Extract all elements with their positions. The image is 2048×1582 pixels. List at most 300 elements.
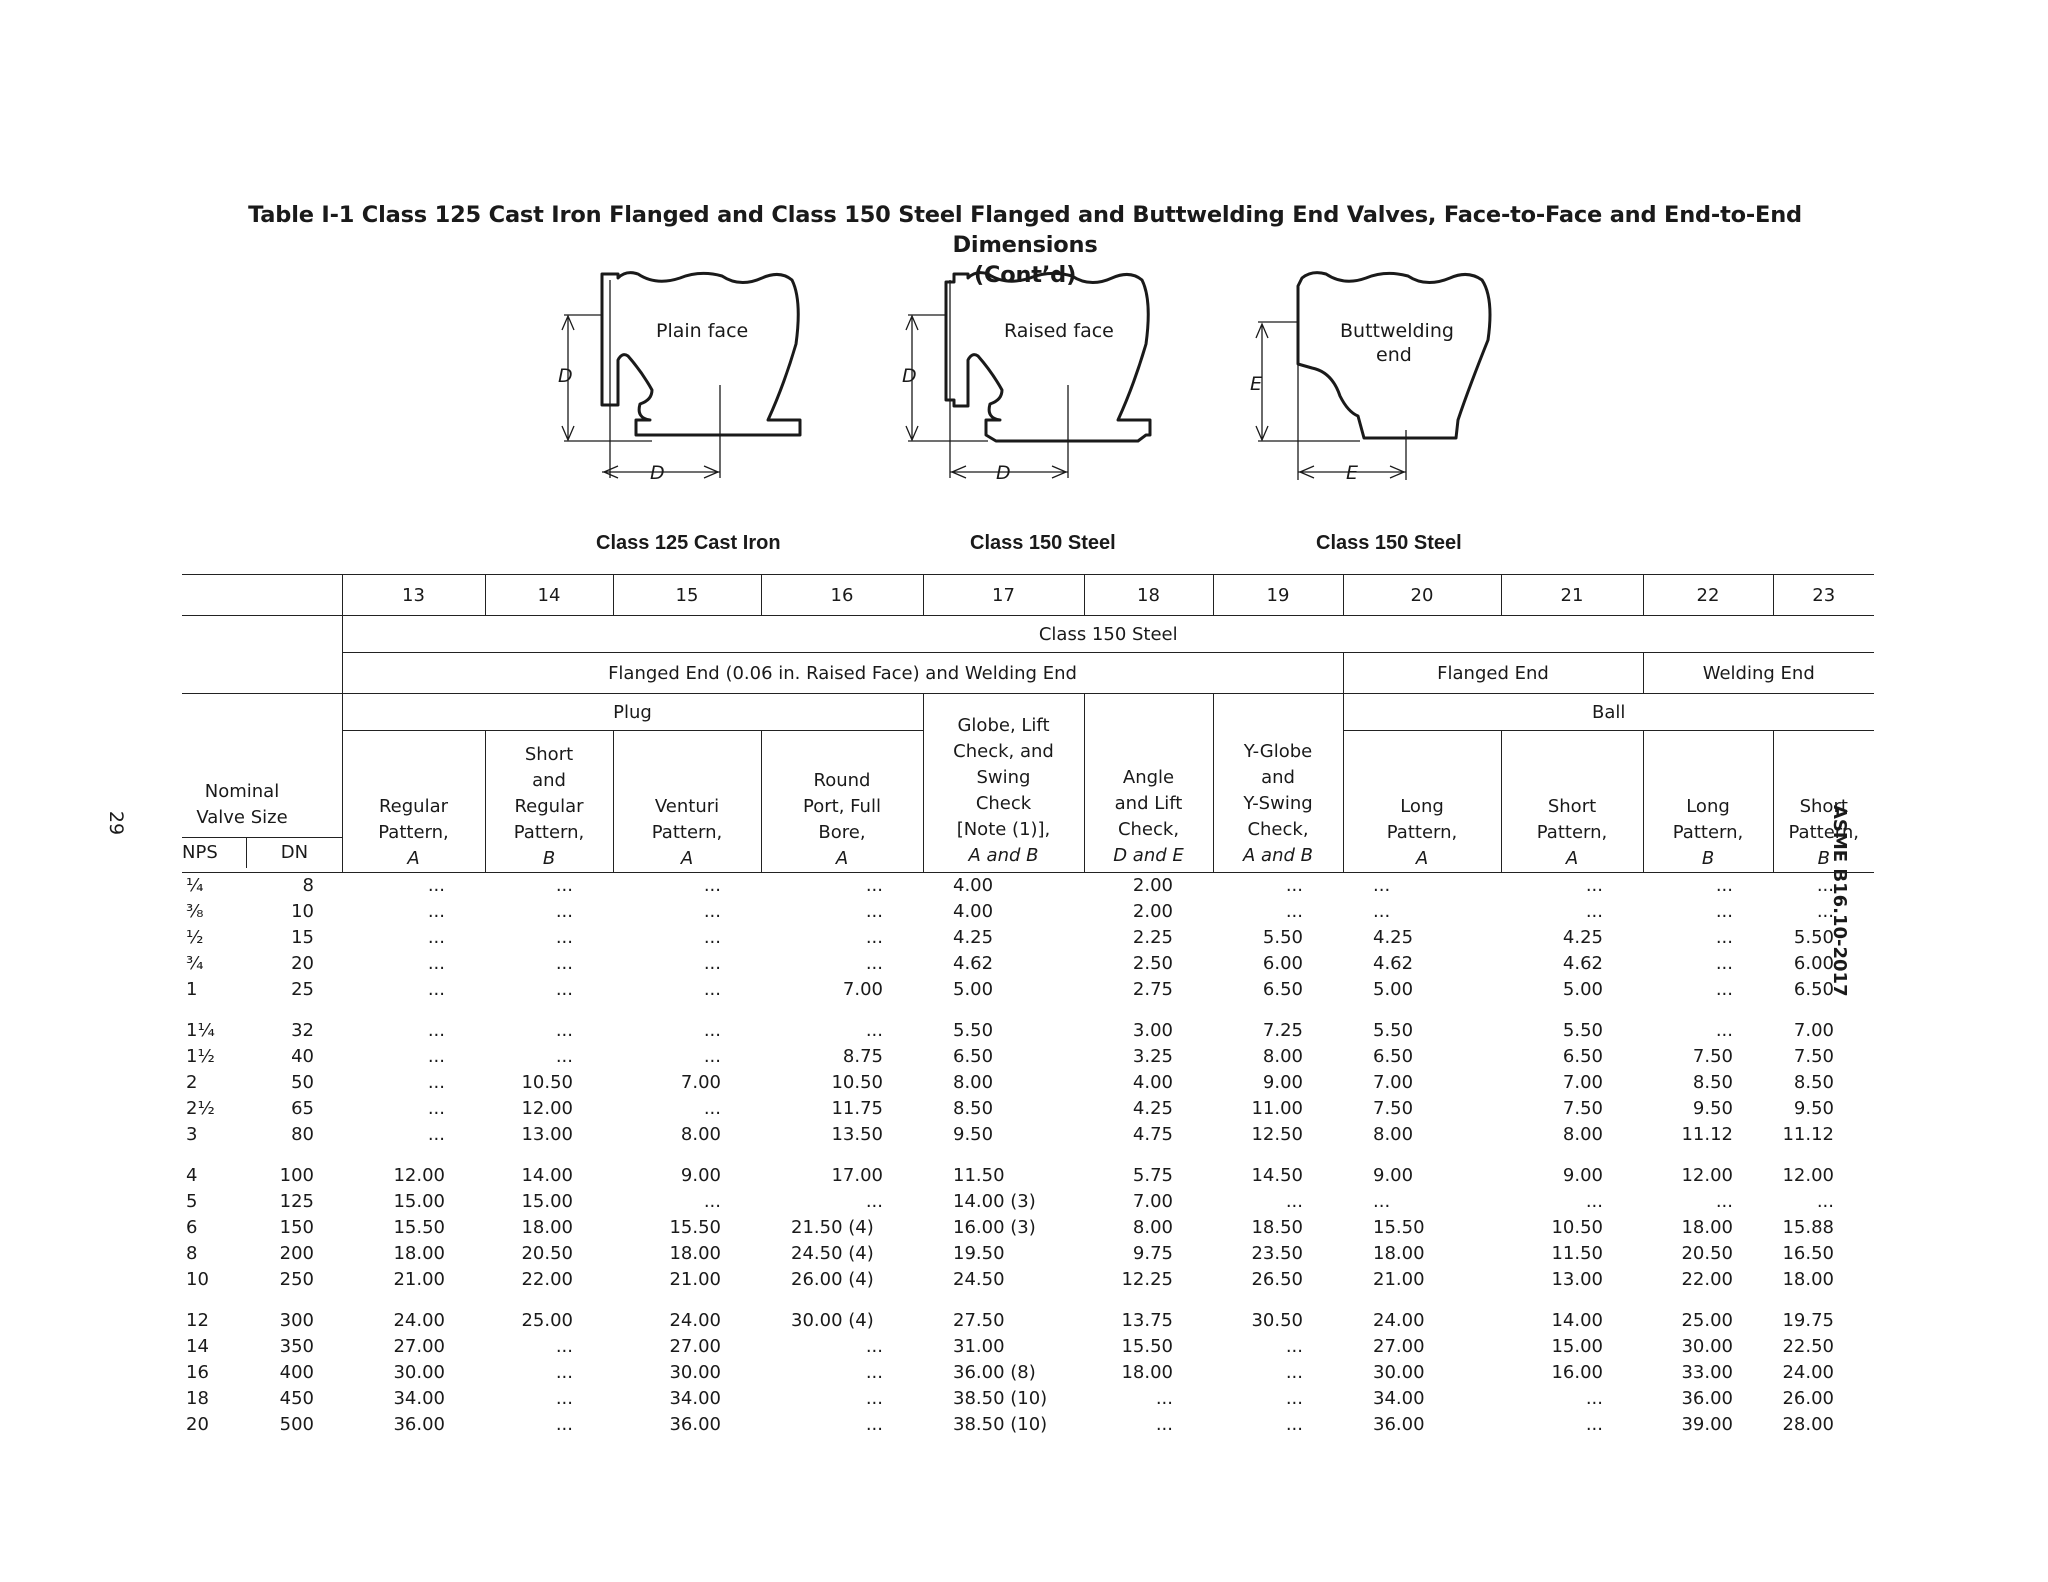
value-cell-col-21: 5.00 — [1562, 979, 1603, 1000]
value-cell-col-18: 3.00 — [1132, 1020, 1173, 1041]
value-cell-col-23: 16.50 — [1782, 1243, 1834, 1264]
table-row — [182, 1189, 1874, 1215]
dn-cell: 15 — [291, 927, 314, 948]
value-cell-col-17: 4.00 — [953, 875, 994, 896]
raised-face-dim-v: D — [902, 365, 917, 387]
value-cell-col-23: 12.00 — [1782, 1165, 1834, 1186]
value-cell-col-17: 8.00 — [953, 1072, 994, 1093]
dn-cell: 350 — [279, 1336, 314, 1357]
value-cell-col-21: 13.00 — [1551, 1269, 1603, 1290]
value-cell-col-20: 9.00 — [1373, 1165, 1414, 1186]
value-cell-col-21: 10.50 — [1551, 1217, 1603, 1238]
value-cell-col-20: 5.00 — [1373, 979, 1414, 1000]
value-cell-col-13: 36.00 — [393, 1414, 445, 1435]
value-cell-col-13: ... — [427, 1020, 445, 1041]
value-cell-col-23: 8.50 — [1793, 1072, 1834, 1093]
value-cell-col-23: 24.00 — [1782, 1362, 1834, 1383]
buttwelding-label-2: end — [1376, 344, 1412, 366]
value-cell-col-22: ... — [1715, 901, 1733, 922]
table-row — [182, 873, 1874, 900]
value-cell-col-15: ... — [703, 1191, 721, 1212]
value-cell-col-22: 12.00 — [1681, 1165, 1733, 1186]
value-cell-col-17: 38.50 (10) — [953, 1388, 1048, 1409]
value-cell-col-15: 9.00 — [680, 1165, 721, 1186]
value-cell-col-18: ... — [1155, 1414, 1173, 1435]
value-cell-col-21: ... — [1585, 1414, 1603, 1435]
table-body — [182, 873, 1874, 1439]
table-row — [182, 1070, 1874, 1096]
value-cell-col-21: ... — [1585, 1191, 1603, 1212]
col-num-23: 23 — [1773, 575, 1874, 616]
dn-cell: 100 — [279, 1165, 314, 1186]
value-cell-col-21: 16.00 — [1551, 1362, 1603, 1383]
col-num-14: 14 — [485, 575, 613, 616]
value-cell-col-13: ... — [427, 1046, 445, 1067]
value-cell-col-13: 15.50 — [393, 1217, 445, 1238]
value-cell-col-21: 8.00 — [1562, 1124, 1603, 1145]
value-cell-col-22: ... — [1715, 979, 1733, 1000]
value-cell-col-15: 8.00 — [680, 1124, 721, 1145]
value-cell-col-20: 34.00 — [1373, 1388, 1425, 1409]
col-desc-21: Short Pattern, A — [1501, 731, 1643, 873]
value-cell-col-16: ... — [865, 875, 883, 896]
value-cell-col-14: 25.00 — [521, 1310, 573, 1331]
nominal-valve-size-cell — [182, 694, 342, 873]
value-cell-col-17: 8.50 — [953, 1098, 994, 1119]
value-cell-col-23: ... — [1816, 901, 1834, 922]
value-cell-col-23: 22.50 — [1782, 1336, 1834, 1357]
value-cell-col-20: 5.50 — [1373, 1020, 1414, 1041]
value-cell-col-23: 19.75 — [1782, 1310, 1834, 1331]
value-cell-col-22: 18.00 — [1681, 1217, 1733, 1238]
dn-cell: 250 — [279, 1269, 314, 1290]
value-cell-col-18: 4.75 — [1132, 1124, 1173, 1145]
blank-header — [182, 575, 342, 616]
value-cell-col-18: 9.75 — [1132, 1243, 1173, 1264]
value-cell-col-17: 24.50 — [953, 1269, 1005, 1290]
value-cell-col-16: ... — [865, 1362, 883, 1383]
dn-cell: 40 — [291, 1046, 314, 1067]
value-cell-col-17: 16.00 (3) — [953, 1217, 1036, 1238]
value-cell-col-14: ... — [555, 1414, 573, 1435]
value-cell-col-19: ... — [1285, 1336, 1303, 1357]
welding-end-header: Welding End — [1643, 653, 1874, 694]
value-cell-col-18: 2.50 — [1132, 953, 1173, 974]
value-cell-col-22: ... — [1715, 927, 1733, 948]
value-cell-col-22: ... — [1715, 953, 1733, 974]
value-cell-col-20: 30.00 — [1373, 1362, 1425, 1383]
value-cell-col-16: ... — [865, 1388, 883, 1409]
value-cell-col-14: ... — [555, 1046, 573, 1067]
value-cell-col-14: 10.50 — [521, 1072, 573, 1093]
group-spacer — [182, 1293, 1874, 1308]
value-cell-col-15: 34.00 — [669, 1388, 721, 1409]
nominal-valve-size-label: Nominal Valve Size — [196, 781, 288, 828]
value-cell-col-15: 18.00 — [669, 1243, 721, 1264]
value-cell-col-13: 18.00 — [393, 1243, 445, 1264]
nps-cell: 8 — [186, 1243, 198, 1264]
nps-cell: 6 — [186, 1217, 198, 1238]
value-cell-col-23: ... — [1816, 875, 1834, 896]
buttwelding-diagram — [1236, 260, 1516, 490]
value-cell-col-21: 6.50 — [1562, 1046, 1603, 1067]
group-spacer — [182, 1003, 1874, 1018]
col-desc-23: Short Pattern, B — [1773, 731, 1874, 873]
value-cell-col-23: 11.12 — [1782, 1124, 1834, 1145]
value-cell-col-22: 9.50 — [1692, 1098, 1733, 1119]
value-cell-col-17: 38.50 (10) — [953, 1414, 1048, 1435]
value-cell-col-22: ... — [1715, 1191, 1733, 1212]
table-row — [182, 1241, 1874, 1267]
dn-header: DN — [246, 838, 341, 868]
value-cell-col-16: ... — [865, 953, 883, 974]
value-cell-col-15: ... — [703, 953, 721, 974]
value-cell-col-17: 14.00 (3) — [953, 1191, 1036, 1212]
value-cell-col-13: 15.00 — [393, 1191, 445, 1212]
value-cell-col-14: 12.00 — [521, 1098, 573, 1119]
value-cell-col-13: ... — [427, 927, 445, 948]
plain-face-dim-h: D — [650, 462, 665, 484]
value-cell-col-15: 24.00 — [669, 1310, 721, 1331]
value-cell-col-14: ... — [555, 1336, 573, 1357]
buttwelding-label-1: Buttwelding — [1340, 320, 1454, 342]
end-type-row — [182, 653, 1874, 694]
value-cell-col-14: 22.00 — [521, 1269, 573, 1290]
table-row — [182, 951, 1874, 977]
value-cell-col-16: ... — [865, 1191, 883, 1212]
value-cell-col-16: 21.50 (4) — [791, 1217, 874, 1238]
table-row — [182, 1044, 1874, 1070]
value-cell-col-16: 17.00 — [831, 1165, 883, 1186]
value-cell-col-22: 22.00 — [1681, 1269, 1733, 1290]
value-cell-col-13: 24.00 — [393, 1310, 445, 1331]
value-cell-col-19: ... — [1285, 901, 1303, 922]
col-desc-16: Round Port, Full Bore, A — [761, 731, 923, 873]
value-cell-col-22: 20.50 — [1681, 1243, 1733, 1264]
value-cell-col-18: 12.25 — [1121, 1269, 1173, 1290]
value-cell-col-22: ... — [1715, 875, 1733, 896]
buttwelding-dim-v: E — [1250, 373, 1263, 395]
value-cell-col-20: 7.50 — [1373, 1098, 1414, 1119]
value-cell-col-23: 18.00 — [1782, 1269, 1834, 1290]
nps-cell: 14 — [186, 1336, 209, 1357]
col-desc-17: Globe, Lift Check, and Swing Check [Note (1)], A and B — [923, 694, 1084, 873]
value-cell-col-22: 36.00 — [1681, 1388, 1733, 1409]
value-cell-col-20: 4.25 — [1373, 927, 1414, 948]
value-cell-col-13: ... — [427, 901, 445, 922]
value-cell-col-14: ... — [555, 1388, 573, 1409]
class-150-steel-header: Class 150 Steel — [342, 616, 1874, 653]
value-cell-col-20: 6.50 — [1373, 1046, 1414, 1067]
value-cell-col-15: 27.00 — [669, 1336, 721, 1357]
plain-face-diagram — [540, 260, 820, 490]
col-desc-22: Long Pattern, B — [1643, 731, 1773, 873]
value-cell-col-18: 7.00 — [1132, 1191, 1173, 1212]
buttwelding-dim-h: E — [1346, 462, 1359, 484]
value-cell-col-22: 8.50 — [1692, 1072, 1733, 1093]
standard-designation: ASME B16.10-2017 — [1829, 805, 1850, 997]
value-cell-col-15: 15.50 — [669, 1217, 721, 1238]
col-desc-14: Short and Regular Pattern, B — [485, 731, 613, 873]
table-row — [182, 1096, 1874, 1122]
col-desc-20: Long Pattern, A — [1343, 731, 1501, 873]
value-cell-col-22: 11.12 — [1681, 1124, 1733, 1145]
value-cell-col-18: 2.00 — [1132, 901, 1173, 922]
dn-cell: 50 — [291, 1072, 314, 1093]
value-cell-col-16: 24.50 (4) — [791, 1243, 874, 1264]
dn-cell: 200 — [279, 1243, 314, 1264]
value-cell-col-16: ... — [865, 901, 883, 922]
value-cell-col-20: 4.62 — [1373, 953, 1414, 974]
value-cell-col-20: 24.00 — [1373, 1310, 1425, 1331]
value-cell-col-13: ... — [427, 979, 445, 1000]
value-cell-col-15: ... — [703, 901, 721, 922]
plug-header: Plug — [342, 694, 923, 731]
nps-cell: 1¹⁄₂ — [186, 1046, 215, 1067]
value-cell-col-13: 21.00 — [393, 1269, 445, 1290]
value-cell-col-20: 18.00 — [1373, 1243, 1425, 1264]
value-cell-col-23: ... — [1816, 1191, 1834, 1212]
value-cell-col-14: ... — [555, 875, 573, 896]
value-cell-col-19: 7.25 — [1262, 1020, 1303, 1041]
nps-cell: ³⁄₈ — [186, 901, 204, 922]
value-cell-col-13: ... — [427, 1098, 445, 1119]
dn-cell: 125 — [279, 1191, 314, 1212]
nps-cell: 18 — [186, 1388, 209, 1409]
dimensions-table — [182, 574, 1874, 1438]
value-cell-col-18: ... — [1155, 1388, 1173, 1409]
value-cell-col-21: 7.00 — [1562, 1072, 1603, 1093]
table-row — [182, 977, 1874, 1003]
nps-cell: ¹⁄₄ — [186, 875, 204, 896]
nps-cell: ¹⁄₂ — [186, 927, 204, 948]
value-cell-col-14: 15.00 — [521, 1191, 573, 1212]
dn-cell: 32 — [291, 1020, 314, 1041]
col-num-16: 16 — [761, 575, 923, 616]
value-cell-col-16: 7.00 — [842, 979, 883, 1000]
table-row — [182, 1308, 1874, 1334]
nps-cell: 10 — [186, 1269, 209, 1290]
value-cell-col-19: 11.00 — [1251, 1098, 1303, 1119]
nps-header: NPS — [182, 842, 218, 863]
value-cell-col-16: ... — [865, 927, 883, 948]
col-desc-13: Regular Pattern, A — [342, 731, 485, 873]
value-cell-col-21: 9.00 — [1562, 1165, 1603, 1186]
table-row — [182, 1215, 1874, 1241]
value-cell-col-23: 15.88 — [1782, 1217, 1834, 1238]
table-row — [182, 899, 1874, 925]
value-cell-col-21: 14.00 — [1551, 1310, 1603, 1331]
value-cell-col-19: 26.50 — [1251, 1269, 1303, 1290]
nps-cell: 1 — [186, 979, 198, 1000]
col-desc-19: Y-Globe and Y-Swing Check, A and B — [1213, 694, 1343, 873]
value-cell-col-16: ... — [865, 1020, 883, 1041]
value-cell-col-21: 4.62 — [1562, 953, 1603, 974]
value-cell-col-21: 7.50 — [1562, 1098, 1603, 1119]
value-cell-col-13: 27.00 — [393, 1336, 445, 1357]
value-cell-col-19: ... — [1285, 875, 1303, 896]
page-number-text: 29 — [105, 810, 128, 836]
value-cell-col-18: 18.00 — [1121, 1362, 1173, 1383]
class-label-steel-1: Class 150 Steel — [970, 532, 1116, 554]
value-cell-col-16: 26.00 (4) — [791, 1269, 874, 1290]
value-cell-col-19: 23.50 — [1251, 1243, 1303, 1264]
value-cell-col-19: 9.00 — [1262, 1072, 1303, 1093]
value-cell-col-15: 30.00 — [669, 1362, 721, 1383]
value-cell-col-19: ... — [1285, 1191, 1303, 1212]
value-cell-col-18: 8.00 — [1132, 1217, 1173, 1238]
value-cell-col-16: ... — [865, 1414, 883, 1435]
value-cell-col-18: 4.00 — [1132, 1072, 1173, 1093]
value-cell-col-15: ... — [703, 875, 721, 896]
value-cell-col-20: 8.00 — [1373, 1124, 1414, 1145]
value-cell-col-22: 30.00 — [1681, 1336, 1733, 1357]
value-cell-col-17: 4.62 — [953, 953, 994, 974]
value-cell-col-22: 39.00 — [1681, 1414, 1733, 1435]
value-cell-col-14: 14.00 — [521, 1165, 573, 1186]
col-num-15: 15 — [613, 575, 761, 616]
dn-cell: 25 — [291, 979, 314, 1000]
value-cell-col-23: 7.50 — [1793, 1046, 1834, 1067]
value-cell-col-15: ... — [703, 979, 721, 1000]
dn-cell: 8 — [302, 875, 314, 896]
title-line-1: Table I-1 Class 125 Cast Iron Flanged and Class 150 Steel Flanged and Buttwelding End Valves, Face-to-Face and End-to-End Dimensions — [248, 202, 1802, 258]
value-cell-col-21: ... — [1585, 1388, 1603, 1409]
value-cell-col-15: 21.00 — [669, 1269, 721, 1290]
value-cell-col-19: 12.50 — [1251, 1124, 1303, 1145]
dn-cell: 80 — [291, 1124, 314, 1145]
value-cell-col-17: 9.50 — [953, 1124, 994, 1145]
value-cell-col-19: 18.50 — [1251, 1217, 1303, 1238]
table-row — [182, 925, 1874, 951]
value-cell-col-15: 36.00 — [669, 1414, 721, 1435]
value-cell-col-18: 2.25 — [1132, 927, 1173, 948]
value-cell-col-21: 4.25 — [1562, 927, 1603, 948]
dn-cell: 150 — [279, 1217, 314, 1238]
value-cell-col-17: 4.25 — [953, 927, 994, 948]
value-cell-col-15: ... — [703, 1020, 721, 1041]
value-cell-col-22: 7.50 — [1692, 1046, 1733, 1067]
value-cell-col-14: ... — [555, 927, 573, 948]
value-cell-col-23: 6.00 — [1793, 953, 1834, 974]
nps-cell: 1¹⁄₄ — [186, 1020, 215, 1041]
value-cell-col-19: 14.50 — [1251, 1165, 1303, 1186]
value-cell-col-18: 2.75 — [1132, 979, 1173, 1000]
value-cell-col-15: ... — [703, 1046, 721, 1067]
raised-face-diagram — [888, 260, 1168, 490]
table-row — [182, 1334, 1874, 1360]
value-cell-col-14: ... — [555, 901, 573, 922]
class-label-cast-iron: Class 125 Cast Iron — [596, 532, 781, 554]
value-cell-col-19: 30.50 — [1251, 1310, 1303, 1331]
value-cell-col-13: 30.00 — [393, 1362, 445, 1383]
title-line-2: (Cont’d) — [973, 262, 1077, 288]
dn-cell: 20 — [291, 953, 314, 974]
value-cell-col-22: ... — [1715, 1020, 1733, 1041]
value-cell-col-14: ... — [555, 1020, 573, 1041]
plain-face-dim-v: D — [558, 365, 573, 387]
value-cell-col-16: 11.75 — [831, 1098, 883, 1119]
page-number — [104, 812, 134, 852]
value-cell-col-22: 33.00 — [1681, 1362, 1733, 1383]
value-cell-col-18: 13.75 — [1121, 1310, 1173, 1331]
value-cell-col-20: 15.50 — [1373, 1217, 1425, 1238]
table-row — [182, 1163, 1874, 1189]
value-cell-col-23: 6.50 — [1793, 979, 1834, 1000]
table-row — [182, 1122, 1874, 1148]
value-cell-col-17: 6.50 — [953, 1046, 994, 1067]
table-row — [182, 1386, 1874, 1412]
value-cell-col-13: ... — [427, 875, 445, 896]
value-cell-col-17: 4.00 — [953, 901, 994, 922]
value-cell-col-19: 6.50 — [1262, 979, 1303, 1000]
value-cell-col-17: 5.00 — [953, 979, 994, 1000]
value-cell-col-19: ... — [1285, 1414, 1303, 1435]
value-cell-col-17: 19.50 — [953, 1243, 1005, 1264]
value-cell-col-16: 10.50 — [831, 1072, 883, 1093]
value-cell-col-23: 9.50 — [1793, 1098, 1834, 1119]
value-cell-col-16: 13.50 — [831, 1124, 883, 1145]
value-cell-col-20: ... — [1373, 901, 1391, 922]
nps-cell: 2¹⁄₂ — [186, 1098, 215, 1119]
value-cell-col-23: 26.00 — [1782, 1388, 1834, 1409]
value-cell-col-21: 15.00 — [1551, 1336, 1603, 1357]
value-cell-col-20: ... — [1373, 875, 1391, 896]
class-header-row — [182, 616, 1874, 653]
value-cell-col-17: 5.50 — [953, 1020, 994, 1041]
value-cell-col-14: 20.50 — [521, 1243, 573, 1264]
nps-cell: 12 — [186, 1310, 209, 1331]
value-cell-col-21: 11.50 — [1551, 1243, 1603, 1264]
dn-cell: 10 — [291, 901, 314, 922]
table-row — [182, 1018, 1874, 1044]
value-cell-col-23: 5.50 — [1793, 927, 1834, 948]
value-cell-col-21: 5.50 — [1562, 1020, 1603, 1041]
value-cell-col-20: ... — [1373, 1191, 1391, 1212]
value-cell-col-18: 15.50 — [1121, 1336, 1173, 1357]
value-cell-col-15: ... — [703, 927, 721, 948]
flanged-end-header: Flanged End — [1343, 653, 1643, 694]
dn-cell: 500 — [279, 1414, 314, 1435]
value-cell-col-20: 21.00 — [1373, 1269, 1425, 1290]
col-num-19: 19 — [1213, 575, 1343, 616]
nps-cell: 20 — [186, 1414, 209, 1435]
table-row — [182, 1360, 1874, 1386]
dn-cell: 65 — [291, 1098, 314, 1119]
value-cell-col-18: 3.25 — [1132, 1046, 1173, 1067]
value-cell-col-23: 7.00 — [1793, 1020, 1834, 1041]
raised-face-dim-h: D — [996, 462, 1011, 484]
value-cell-col-13: ... — [427, 1072, 445, 1093]
col-num-20: 20 — [1343, 575, 1501, 616]
value-cell-col-19: 6.00 — [1262, 953, 1303, 974]
value-cell-col-19: ... — [1285, 1388, 1303, 1409]
value-cell-col-20: 36.00 — [1373, 1414, 1425, 1435]
col-desc-18: Angle and Lift Check, D and E — [1084, 694, 1213, 873]
nps-cell: 2 — [186, 1072, 198, 1093]
value-cell-col-20: 27.00 — [1373, 1336, 1425, 1357]
value-cell-col-17: 31.00 — [953, 1336, 1005, 1357]
plain-face-label: Plain face — [656, 320, 749, 342]
value-cell-col-19: 8.00 — [1262, 1046, 1303, 1067]
value-cell-col-23: 28.00 — [1782, 1414, 1834, 1435]
value-cell-col-14: 13.00 — [521, 1124, 573, 1145]
column-number-row — [182, 575, 1874, 616]
value-cell-col-13: ... — [427, 953, 445, 974]
nps-cell: 3 — [186, 1124, 198, 1145]
value-cell-col-15: 7.00 — [680, 1072, 721, 1093]
value-cell-col-18: 5.75 — [1132, 1165, 1173, 1186]
